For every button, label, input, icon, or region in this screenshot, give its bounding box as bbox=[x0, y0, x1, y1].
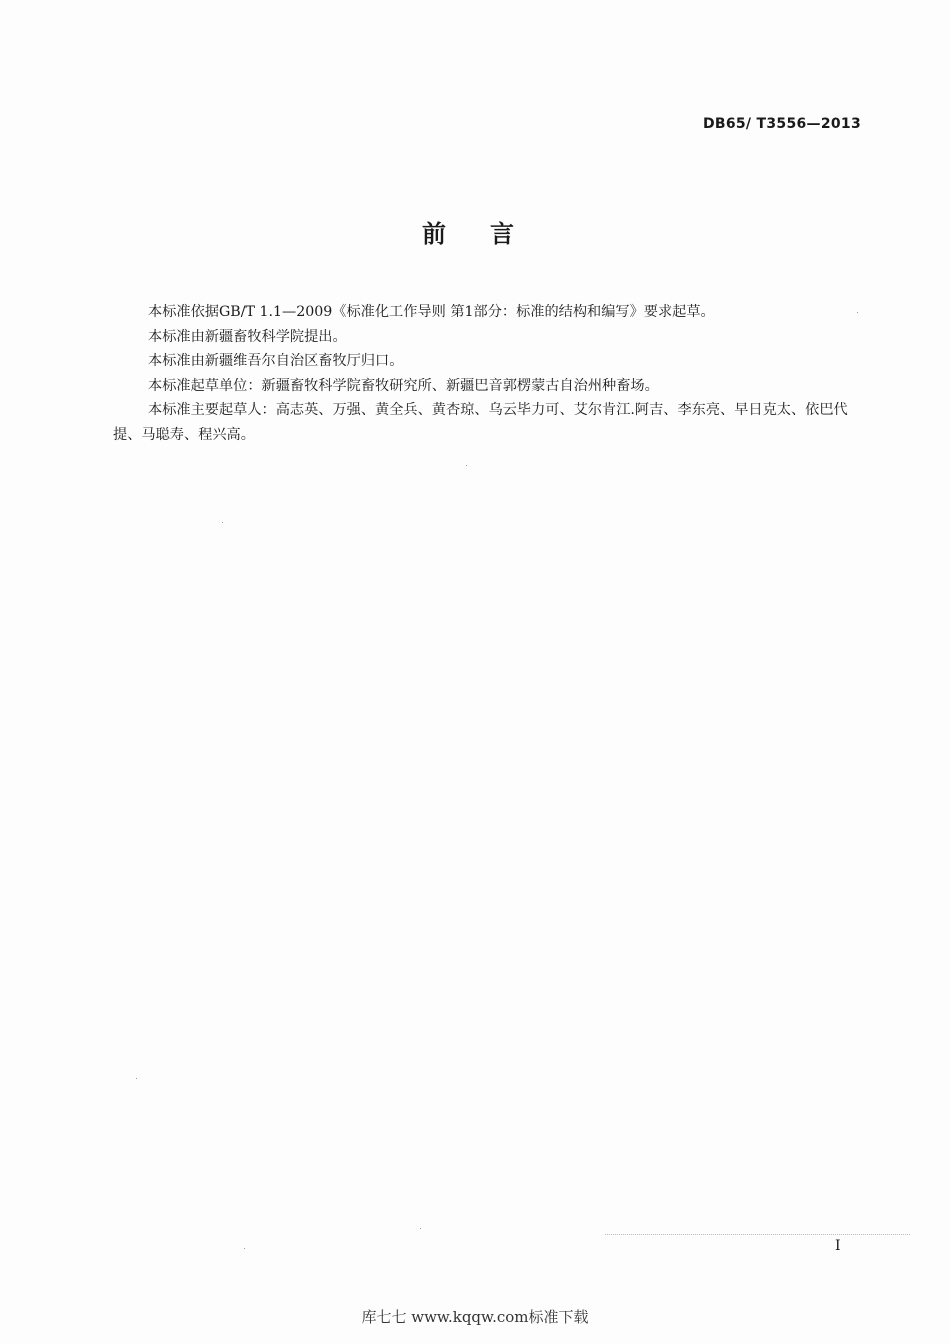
page-title: 前言 bbox=[422, 220, 558, 248]
scan-speck bbox=[420, 1228, 421, 1229]
footer-watermark: 库七七 www.kqqw.com标准下载 bbox=[361, 1308, 589, 1326]
scan-speck bbox=[222, 522, 223, 523]
page-number: I bbox=[835, 1238, 841, 1254]
scan-speck bbox=[136, 1078, 137, 1079]
standard-code: DB65/ T3556—2013 bbox=[702, 116, 861, 132]
foreword-body bbox=[113, 300, 863, 447]
paragraph-centralized: 本标准由新疆维吾尔自治区畜牧厅归口。 bbox=[148, 353, 404, 369]
scan-speck bbox=[466, 465, 467, 466]
paragraph-drafters: 本标准主要起草人：高志英、万强、黄全兵、黄杏琼、乌云毕力可、艾尔肯江.阿吉、李东亮、早日克太、依巴代提、马聪寿、程兴高。 bbox=[113, 402, 848, 443]
scan-speck bbox=[857, 312, 858, 313]
paragraph-proposer: 本标准由新疆畜牧科学院提出。 bbox=[148, 328, 347, 345]
scan-speck bbox=[244, 1248, 245, 1249]
paragraph-drafting-units: 本标准起草单位：新疆畜牧科学院畜牧研究所、新疆巴音郭楞蒙古自治州种畜场。 bbox=[148, 377, 659, 394]
footer-divider bbox=[605, 1234, 910, 1235]
paragraph-basis: 本标准依据GB/T 1.1—2009《标准化工作导则 第1部分：标准的结构和编写》要求起草。 bbox=[148, 304, 715, 320]
